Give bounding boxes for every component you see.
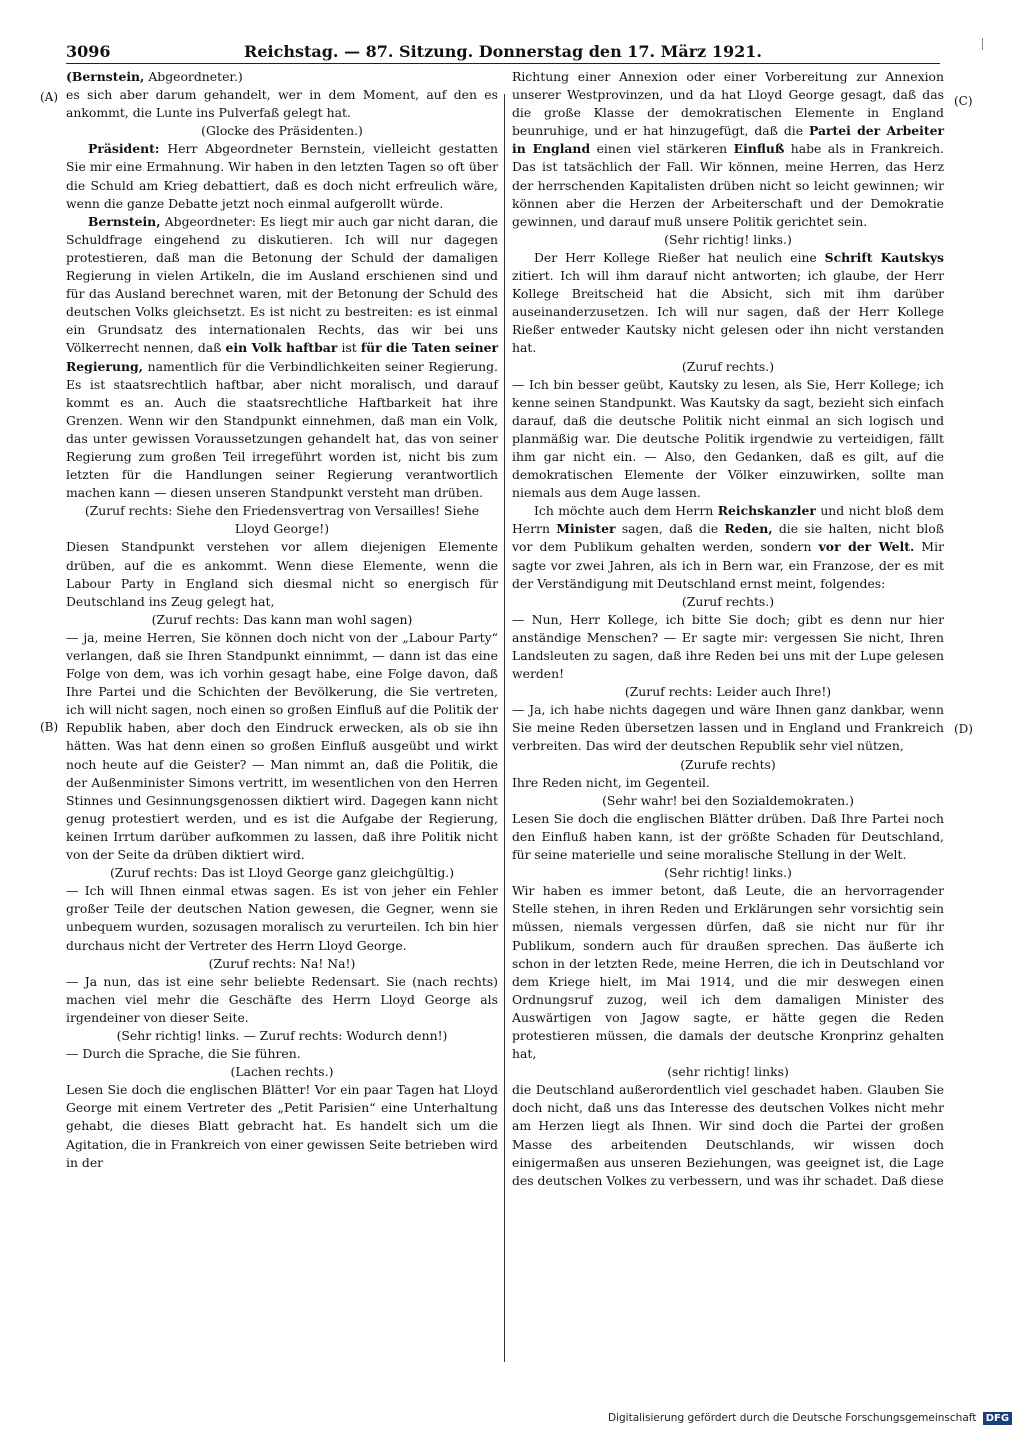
paragraph xyxy=(66,213,498,503)
text-run: (Zuruf rechts: Das kann man wohl sagen) xyxy=(151,611,413,627)
text-run: Wir haben es immer betont, daß Leute, die an hervorragender Stelle stehen, in ihren Reden und Erklärungen sehr vorsichtig sein müssen, niemals vergessen dürfen, daß sie nicht nur für ihr Publikum, sondern auch für draußen sprechen. Das äußerte ich schon in der letzten Rede, meine Herren, die ich in Deutschland vor dem Kriege hielt, im Mai 1914, und die mir deswegen einen Ordnungsruf zuzog, weil ich dem damaligen Minister des Auswärtigen von Jagow sagte, er hätte gegen die Reden protestieren müssen, die damals der deutsche Kronprinz gehalten hat, xyxy=(512,883,944,1062)
right-column xyxy=(512,68,944,1358)
interjection xyxy=(512,1063,944,1081)
interjection xyxy=(66,122,498,140)
footer xyxy=(608,1412,1012,1425)
emphasis-text: Schrift Kautskys xyxy=(824,249,944,265)
interjection xyxy=(66,502,498,538)
emphasis-text: Bernstein, xyxy=(88,213,161,229)
text-run: (Zuruf rechts: Na! Na!) xyxy=(208,955,356,971)
text-run: (Sehr richtig! links. — Zuruf rechts: Wodurch denn!) xyxy=(116,1027,448,1043)
text-run: namentlich für die Verbindlichkeiten seiner Regierung. Es ist staatsrechtlich haftbar, aber nicht moralisch, und darauf kommt es an. Auch die staatsrechtliche Haftbarkeit hat ihre Grenzen. Wenn wir den Standpunkt einnehmen, daß man ein Volk, das unter gewissen Voraussetzungen gehandelt hat, das von seiner Regierung zum großen Teil irregeführt worden ist, nicht bis zum letzten für die Handlungen seiner Regierung verantwortlich machen kann — diesen unseren Standpunkt versteht man drüben. xyxy=(66,358,498,501)
margin-marker-b: (B) xyxy=(40,720,59,734)
text-run: (Sehr wahr! bei den Sozialdemokraten.) xyxy=(602,792,854,808)
footer-text: Digitalisierung gefördert durch die Deutsche Forschungsgemeinschaft xyxy=(608,1412,977,1424)
text-run: und nicht bloß dem Herrn xyxy=(512,503,944,537)
paragraph xyxy=(512,774,944,792)
margin-marker-a: (A) xyxy=(40,90,59,104)
text-run: zitiert. Ich will ihm darauf nicht antworten; ich glaube, der Herr Kollege Breitscheid hat die Absicht, sich mit ihm darüber auseinanderzusetzen. Ich will nur sagen, daß der Herr Kollege Rießer entweder Kautsky nicht gelesen oder ihn nicht verstanden hat. xyxy=(512,268,944,356)
text-run: — Nun, Herr Kollege, ich bitte Sie doch; gibt es denn nur hier anständige Menschen? — Er sagte mir: vergessen Sie nicht, Ihren Landsleuten zu sagen, daß ihre Reden bei uns mit der Lupe gelesen werden! xyxy=(512,611,944,682)
text-run: Lesen Sie doch die englischen Blätter! Vor ein paar Tagen hat Lloyd George mit einem Vertreter des „Petit Parisien“ eine Unterhaltung gehabt, die dieses Blatt gebracht hat. Es handelt sich um die Agitation, die in Frankreich von einer gewissen Seite betrieben wird in der xyxy=(66,1082,498,1170)
margin-marker-d: (D) xyxy=(954,722,973,736)
text-run: (Lachen rechts.) xyxy=(230,1064,334,1080)
text-run: (Zuruf rechts: Das ist Lloyd George ganz gleichgültig.) xyxy=(109,865,455,881)
paragraph xyxy=(66,629,498,864)
text-run: (Zuruf rechts: Siehe den Friedensvertrag von Versailles! Siehe Lloyd George!) xyxy=(84,503,480,537)
interjection xyxy=(512,756,944,774)
paragraph xyxy=(66,140,498,212)
text-run: habe als in Frankreich. Das ist tatsächlich der Fall. Wir können, meine Herren, das Herz der herrschenden Kapitalisten drüben nicht so leicht gewinnen; wir können aber die Herzen der Arbeiterschaft und der Demokratie gewinnen, und darauf muß unsere Politik gerichtet sein. xyxy=(512,141,944,229)
text-run: (Sehr richtig! links.) xyxy=(664,231,792,247)
text-run: (Zurufe rechts) xyxy=(680,756,776,772)
emphasis-text: vor der Welt. xyxy=(818,539,915,555)
text-run: (Zuruf rechts.) xyxy=(681,358,775,374)
text-run: einen viel stärkeren xyxy=(590,141,734,157)
text-run: (Glocke des Präsidenten.) xyxy=(201,123,363,139)
left-column xyxy=(66,68,498,1358)
text-run: Abgeordneter: Es liegt mir auch gar nicht daran, die Schuldfrage eingehend zu diskutieren. Ich will nur dagegen protestieren, daß man die Betonung der Schuld der damaligen Regierung in vielen Artikeln, die im Ausland erschienen sind und für das Ausland berechnet waren, mit der Betonung der Schuld des deutschen Volks gleichsetzt. Es ist nicht zu bestreiten: es ist einmal ein Grundsatz des internationalen Rechts, das wir bei uns Völkerrecht nennen, daß xyxy=(66,213,498,356)
interjection xyxy=(66,864,498,882)
text-run: (Zuruf rechts.) xyxy=(681,593,775,609)
text-run: ist xyxy=(337,340,361,356)
text-run: Abgeordneter.) xyxy=(144,69,243,84)
emphasis-text: für die Taten seiner Regierung, xyxy=(66,340,498,374)
text-run: — Ich will Ihnen einmal etwas sagen. Es ist von jeher ein Fehler großer Teile der deutschen Nation gewesen, die Gegner, wenn sie unbequem wurden, sozusagen moralisch zu verurteilen. Ich bin hier durchaus nicht der Vertreter des Herrn Lloyd George. xyxy=(66,883,498,953)
text-run: Herr Abgeordneter Bernstein, vielleicht gestatten Sie mir eine Ermahnung. Wir haben in den letzten Tagen so oft über die Schuld am Krieg debattiert, daß es doch nicht erfreulich wäre, wenn die ganze Debatte jetzt noch einmal aufgerollt würde. xyxy=(66,141,498,211)
interjection xyxy=(66,955,498,973)
text-run: Ich möchte auch dem Herrn xyxy=(534,503,718,519)
text-run: Lesen Sie doch die englischen Blätter drüben. Daß Ihre Partei noch den Einfluß haben kann, ist der größte Schaden für Deutschland, für seine materielle und seine moralische Stellung in der Welt. xyxy=(512,810,944,863)
paragraph xyxy=(66,973,498,1027)
text-run: Mir sagte vor zwei Jahren, als ich in Bern war, ein Franzose, der es mit der Verständigung mit Deutschland ernst meint, folgendes: xyxy=(512,539,944,591)
speaker-note xyxy=(66,68,498,86)
text-run: die Deutschland außerordentlich viel geschadet haben. Glauben Sie doch nicht, daß uns das Interesse des deutschen Volkes nicht mehr am Herzen liegt als Ihnen. Wir sind doch die Partei der großen Masse des arbeitenden Deutschlands, wir wissen doch einigermaßen aus unseren Beziehungen, was geeignet ist, die Lage des deutschen Volkes zu verbessern, und was ihr schadet. Daß diese xyxy=(512,1082,944,1188)
page-number: 3096 xyxy=(66,42,111,61)
column-divider xyxy=(504,94,505,1362)
text-run: (sehr richtig! links) xyxy=(667,1064,789,1080)
paragraph xyxy=(66,1081,498,1171)
emphasis-text: ein Volk haftbar xyxy=(225,340,338,356)
paragraph xyxy=(512,882,944,1063)
interjection xyxy=(512,593,944,611)
paragraph xyxy=(66,538,498,610)
emphasis-text: Reichskanzler xyxy=(717,503,816,519)
dfg-logo: DFG xyxy=(983,1412,1012,1425)
text-run: Ihre Reden nicht, im Gegenteil. xyxy=(512,774,710,790)
text-run: sagen, daß die xyxy=(615,521,725,537)
paragraph xyxy=(512,502,944,592)
text-run: — Ja, ich habe nichts dagegen und wäre Ihnen ganz dankbar, wenn Sie meine Reden übersetzen lassen und in England und Frankreich verbreiten. Das wird der deutschen Republik sehr viel nützen, xyxy=(512,702,944,754)
emphasis-text: (Bernstein, xyxy=(66,69,145,84)
text-run: — ja, meine Herren, Sie können doch nicht von der „Labour Party“ verlangen, daß sie Ihren Standpunkt einnimmt, — dann ist das eine Folge von dem, was ich vorhin gesagt habe, eine Folge davon, daß Ihre Partei und die Schichten der Bevölkerung, die Sie vertreten, ich will nicht sagen, noch einen so großen Einfluß auf die Politik der Republik haben, aber doch den Eindruck erwecken, als ob sie ihn hätten. Was hat denn einen so großen Einfluß ausgeübt und wirkt noch heute auf die Geister? — Man nimmt an, daß die Politik, die der Außenminister Simons vertritt, im wesentlichen von den Herren Stinnes und Gesinnungsgenossen diktiert wird. Dagegen kann nicht genug protestiert werden, und es ist die Aufgabe der Regierung, keinen Irrtum darüber aufkommen zu lassen, daß ihre Politik nicht von der Seite da drüben diktiert wird. xyxy=(66,629,498,863)
paragraph xyxy=(512,810,944,864)
header-rule xyxy=(66,63,940,64)
interjection xyxy=(66,611,498,629)
page-header xyxy=(66,38,940,64)
paragraph xyxy=(512,611,944,683)
interjection xyxy=(512,864,944,882)
interjection xyxy=(512,792,944,810)
interjection xyxy=(512,358,944,376)
interjection xyxy=(512,231,944,249)
paragraph xyxy=(66,1045,498,1063)
edge-mark xyxy=(982,38,983,50)
paragraph xyxy=(66,882,498,954)
emphasis-text: Reden, xyxy=(724,521,773,537)
emphasis-text: Präsident: xyxy=(88,141,160,157)
interjection xyxy=(66,1063,498,1081)
margin-marker-c: (C) xyxy=(954,94,973,108)
text-run: Diesen Standpunkt verstehen vor allem diejenigen Elemente drüben, auf die es ankommt. Wenn diese Elemente, wenn die Labour Party in England sich diesmal nicht so energisch für Deutschland ins Zeug gelegt hat, xyxy=(66,539,498,609)
interjection xyxy=(66,1027,498,1045)
emphasis-text: Einfluß xyxy=(733,141,785,157)
interjection xyxy=(512,683,944,701)
text-run: es sich aber darum gehandelt, wer in dem Moment, auf den es ankommt, die Lunte ins Pulverfaß gelegt hat. xyxy=(66,87,498,121)
text-run: — Ich bin besser geübt, Kautsky zu lesen, als Sie, Herr Kollege; ich kenne seinen Standpunkt. Was Kautsky da sagt, bezieht sich einfach darauf, daß die deutsche Politik nicht einmal an sich logisch und planmäßig war. Die deutsche Politik irgendwie zu verteidigen, fällt ihm gar nicht ein. — Also, den Gedanken, daß es gilt, auf die demokratischen Elemente der Völker einzuwirken, sollte man niemals aus dem Auge lassen. xyxy=(512,376,944,501)
text-run: (Zuruf rechts: Leider auch Ihre!) xyxy=(624,684,832,700)
paragraph xyxy=(512,1081,944,1190)
paragraph xyxy=(512,376,944,503)
text-run: (Sehr richtig! links.) xyxy=(664,865,792,881)
running-title: Reichstag. — 87. Sitzung. Donnerstag den 17. März 1921. xyxy=(244,42,762,61)
emphasis-text: Minister xyxy=(556,521,616,537)
paragraph xyxy=(512,249,944,358)
text-run: — Durch die Sprache, die Sie führen. xyxy=(66,1046,301,1062)
paragraph xyxy=(512,701,944,755)
paragraph xyxy=(66,86,498,122)
text-run: — Ja nun, das ist eine sehr beliebte Redensart. Sie (nach rechts) machen viel mehr die Geschäfte des Herrn Lloyd George als irgendeiner von dieser Seite. xyxy=(66,973,498,1025)
text-run: die sie halten, nicht bloß vor dem Publikum gehalten werden, sondern xyxy=(512,521,944,555)
text-run: Der Herr Kollege Rießer hat neulich eine xyxy=(534,249,825,265)
paragraph xyxy=(512,68,944,231)
emphasis-text: Partei der Arbeiter in England xyxy=(512,123,944,157)
text-run: Richtung einer Annexion oder einer Vorbereitung zur Annexion unserer Westprovinzen, und da hat Lloyd George gesagt, daß das die große Klasse der demokratischen Elemente in England beunruhige, und er hat hinzugefügt, daß die xyxy=(512,69,944,139)
